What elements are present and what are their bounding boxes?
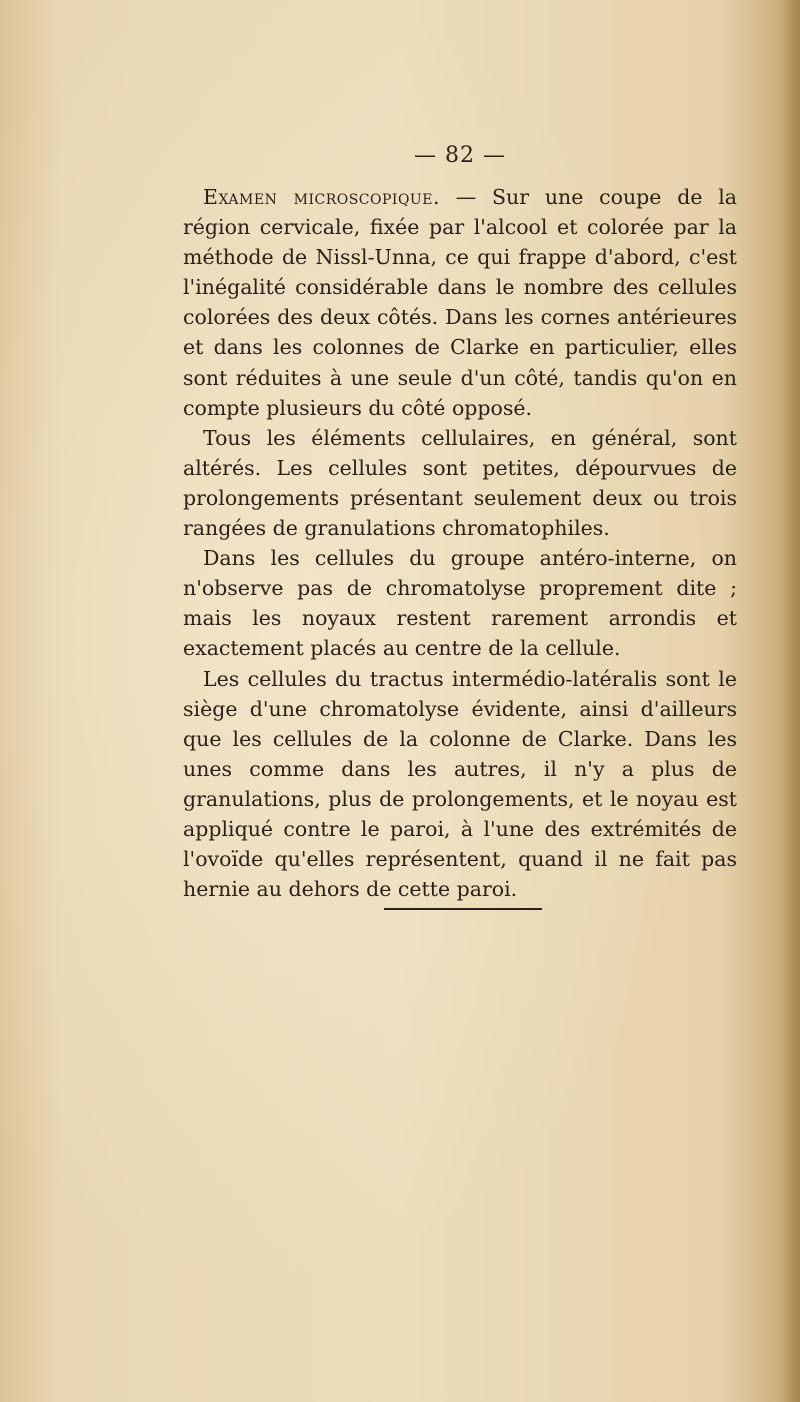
end-rule-divider [384, 908, 542, 910]
paragraph-3: Dans les cellules du groupe antéro-interne, on n'observe pas de chromatolyse proprement dite ; mais les noyaux restent rarement arrondis et exactement placés au centre de la cellule. [183, 546, 737, 661]
page-number: — 82 — [414, 143, 506, 168]
page-edge-shadow [778, 0, 800, 1402]
heading-dash: — [439, 185, 493, 209]
section-heading: Examen microscopique. [203, 185, 440, 209]
paragraph-2: Tous les éléments cellulaires, en général, sont altérés. Les cellules sont petites, dépourvues de prolongements présentant seulement deux ou trois rangées de granulations chromatophiles. [183, 425, 737, 541]
paragraph-1-text: Sur une coupe de la région cervicale, fixée par l'alcool et colorée par la méthode de Nissl-Unna, ce qui frappe d'abord, c'est l'inégalité considérable dans le nombre des cellules colorées des deux côtés. Dans les cornes antérieures et dans les colonnes de Clarke en particulier, elles sont réduites à une seule d'un côté, tandis qu'on en compte plusieurs du côté opposé. [183, 185, 737, 420]
paragraph-1 [183, 182, 737, 423]
body-text [183, 182, 737, 904]
paragraph-4: Les cellules du tractus intermédio-latéralis sont le siège d'une chromatolyse évidente, ainsi d'ailleurs que les cellules de la colonne de Clarke. Dans les unes comme dans les autres, il n'y a plus de granulations, plus de prolongements, et le noyau est appliqué contre le paroi, à l'une des extrémités de l'ovoïde qu'elles représentent, quand il ne fait pas hernie au dehors de cette paroi. [183, 666, 737, 902]
